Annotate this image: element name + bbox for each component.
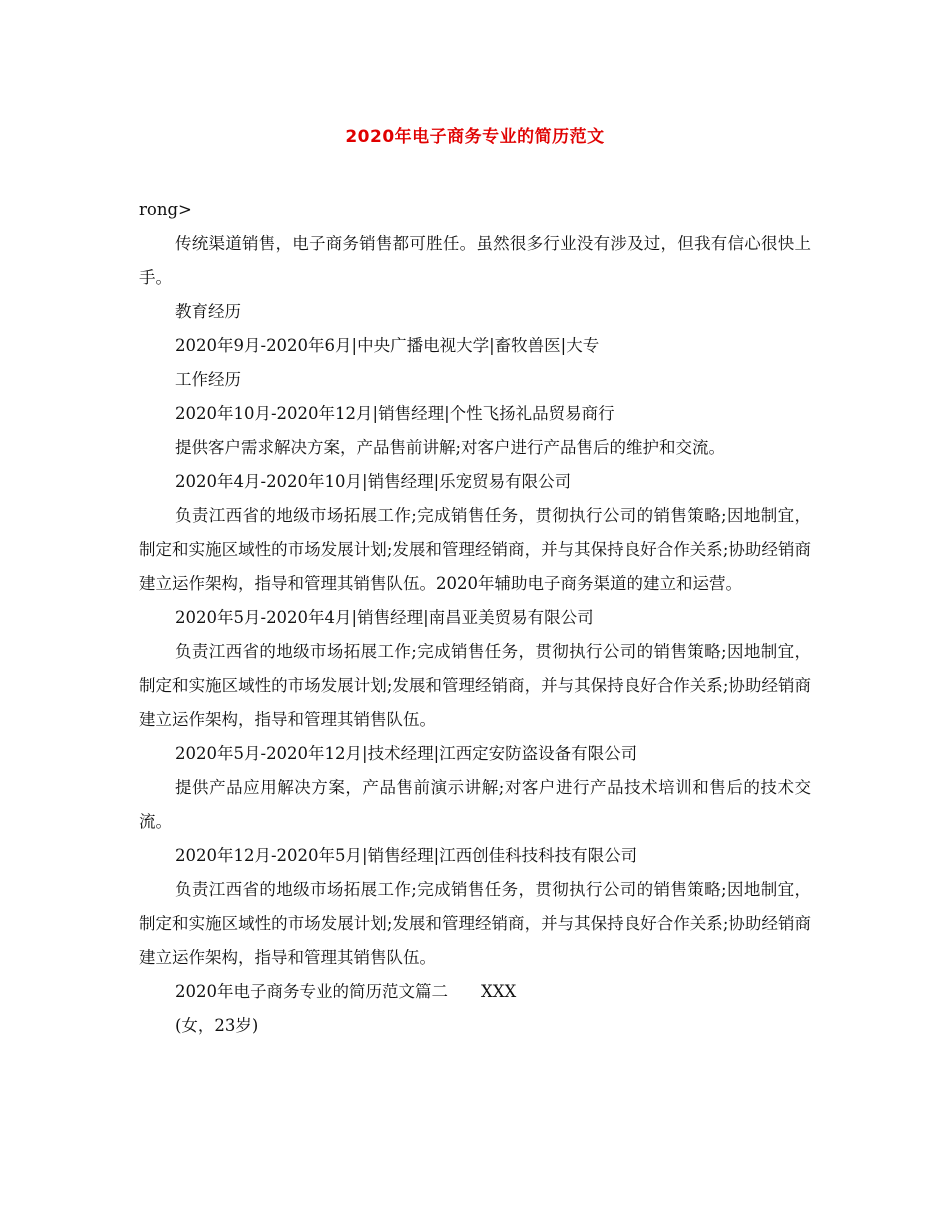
document-title: 2020年电子商务专业的简历范文: [345, 127, 605, 147]
work-description-5: 负责江西省的地级市场拓展工作;完成销售任务，贯彻执行公司的销售策略;因地制宜，制定和实施区域性的市场发展计划;发展和管理经销商，并与其保持良好合作关系;协助经销商建立运作架构，指导和管理其销售队伍。: [139, 880, 811, 967]
work-entry-2: 2020年4月-2020年10月|销售经理|乐宠贸易有限公司: [175, 472, 572, 491]
work-description-1: 提供客户需求解决方案，产品售前讲解;对客户进行产品售后的维护和交流。: [175, 438, 726, 457]
work-description-4: 提供产品应用解决方案，产品售前演示讲解;对客户进行产品技术培训和售后的技术交流。: [139, 778, 811, 831]
document-body: [139, 193, 811, 1043]
paragraph-summary: 传统渠道销售，电子商务销售都可胜任。虽然很多行业没有涉及过，但我有信心很快上手。: [139, 234, 811, 287]
work-description-2: 负责江西省的地级市场拓展工作;完成销售任务，贯彻执行公司的销售策略;因地制宜，制定和实施区域性的市场发展计划;发展和管理经销商，并与其保持良好合作关系;协助经销商建立运作架构，指导和管理其销售队伍。2020年辅助电子商务渠道的建立和运营。: [139, 506, 811, 593]
section-heading-education: 教育经历: [175, 302, 241, 321]
resume-two-heading: 2020年电子商务专业的简历范文篇二 XXX: [175, 982, 517, 1001]
education-entry: 2020年9月-2020年6月|中央广播电视大学|畜牧兽医|大专: [175, 336, 600, 355]
resume-two-subheading: (女，23岁): [175, 1016, 259, 1035]
work-entry-4: 2020年5月-2020年12月|技术经理|江西定安防盗设备有限公司: [175, 744, 638, 763]
work-description-3: 负责江西省的地级市场拓展工作;完成销售任务，贯彻执行公司的销售策略;因地制宜，制定和实施区域性的市场发展计划;发展和管理经销商，并与其保持良好合作关系;协助经销商建立运作架构，指导和管理其销售队伍。: [139, 642, 811, 729]
work-entry-5: 2020年12月-2020年5月|销售经理|江西创佳科技科技有限公司: [175, 846, 638, 865]
work-entry-3: 2020年5月-2020年4月|销售经理|南昌亚美贸易有限公司: [175, 608, 594, 627]
section-heading-work: 工作经历: [175, 370, 241, 389]
paragraph-fragment: rong>: [139, 200, 192, 219]
work-entry-1: 2020年10月-2020年12月|销售经理|个性飞扬礼品贸易商行: [175, 404, 615, 423]
